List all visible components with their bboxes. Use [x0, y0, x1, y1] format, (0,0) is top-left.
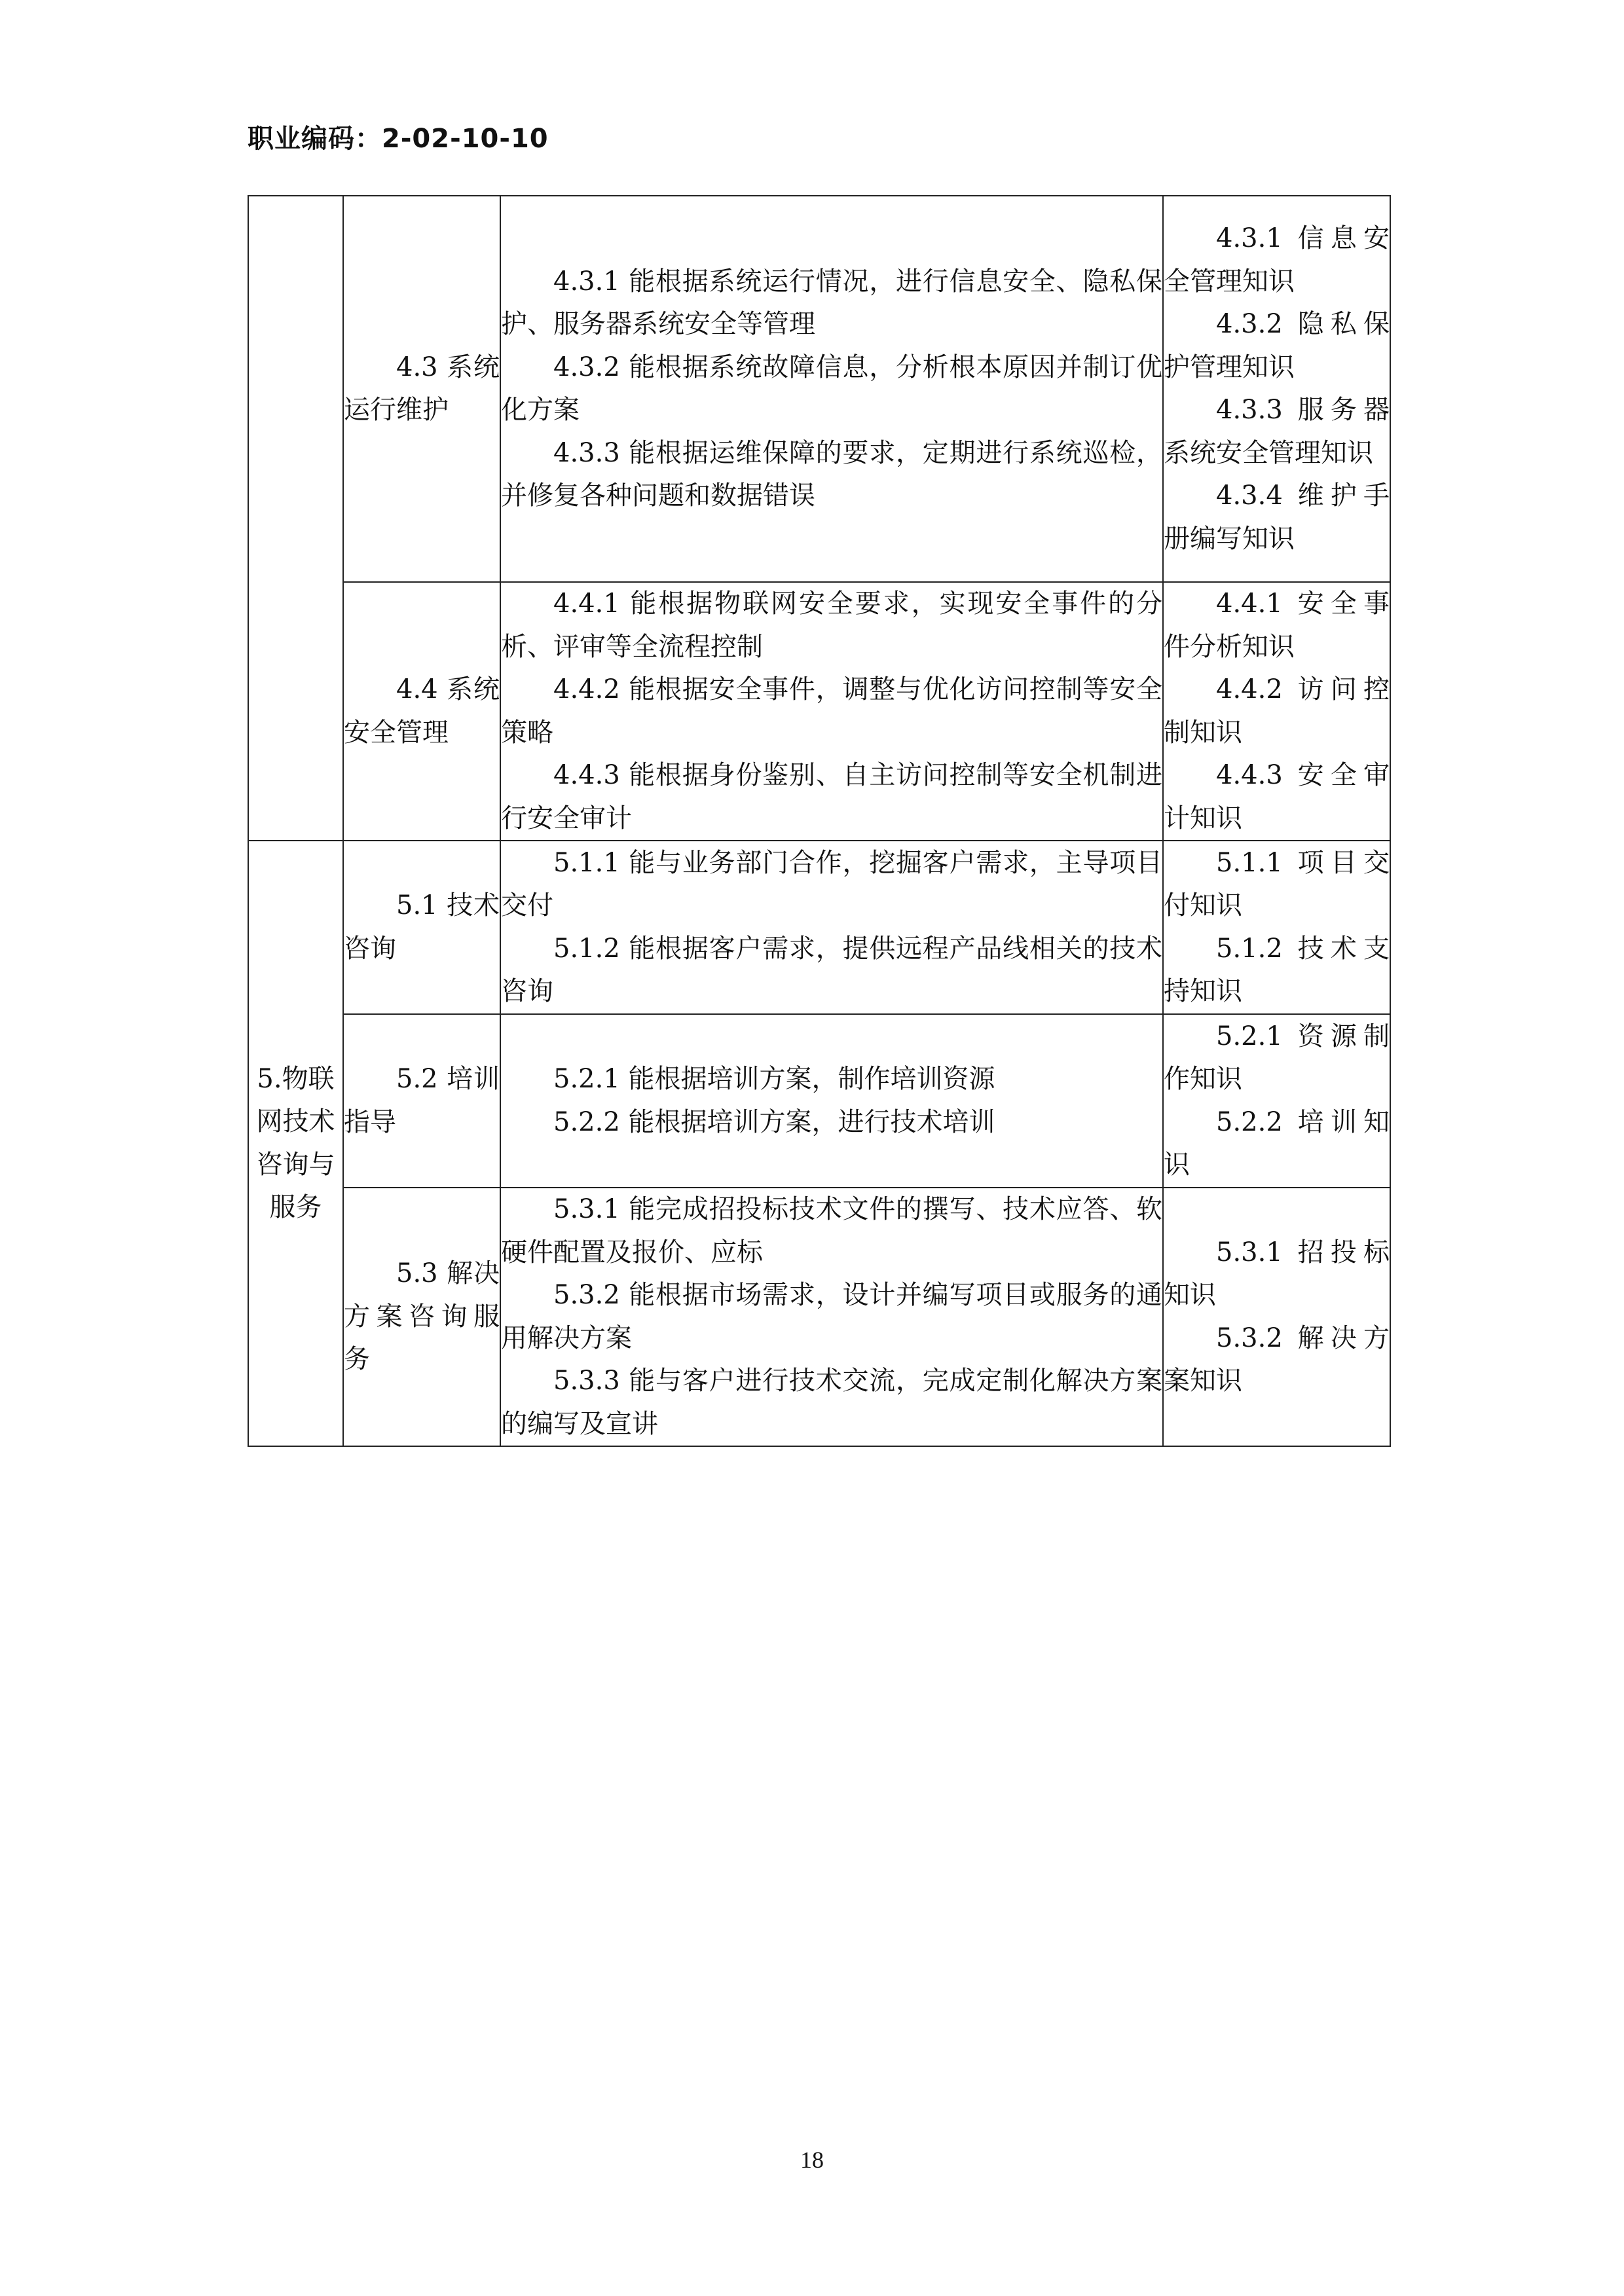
domain-cell: 5.物联网技术咨询与服务: [248, 841, 343, 1446]
unit-cell: 5.2 培训指导: [343, 1014, 500, 1188]
skill-item: 4.4.3 能根据身份鉴别、自主访问控制等安全机制进行安全审计: [501, 760, 1162, 833]
knowledge-item: 5.3.1 招投标知识: [1164, 1237, 1390, 1310]
table-row: [248, 1188, 1390, 1446]
skill-item: 5.2.2 能根据培训方案，进行技术培训: [553, 1106, 995, 1137]
knowledge-item: 4.4.3 安全审计知识: [1164, 760, 1390, 833]
skill-item: 5.3.3 能与客户进行技术交流，完成定制化解决方案的编写及宣讲: [501, 1366, 1162, 1439]
skill-item: 5.3.2 能根据市场需求，设计并编写项目或服务的通用解决方案: [501, 1280, 1162, 1353]
domain-cell-continued: [248, 196, 343, 841]
skill-item: 4.3.3 能根据运维保障的要求，定期进行系统巡检，并修复各种问题和数据错误: [501, 437, 1162, 511]
unit-cell: 5.3 解决方案咨询服务: [343, 1188, 500, 1446]
occupation-code-header: 职业编码：2-02-10-10: [248, 124, 549, 154]
skills-cell: [500, 582, 1163, 841]
unit-cell: 4.3 系统运行维护: [343, 196, 500, 582]
skill-item: 4.3.2 能根据系统故障信息，分析根本原因并制订优化方案: [501, 352, 1162, 425]
table-row: [248, 582, 1390, 841]
knowledge-item: 5.1.1 项目交付知识: [1164, 847, 1390, 920]
knowledge-item: 5.2.1 资源制作知识: [1164, 1021, 1390, 1094]
knowledge-item: 5.3.2 解决方案知识: [1164, 1322, 1390, 1396]
skills-cell: [500, 841, 1163, 1014]
knowledge-item: 4.3.1 信息安全管理知识: [1164, 223, 1390, 297]
knowledge-cell: [1163, 841, 1390, 1014]
skill-item: 5.1.2 能根据客户需求，提供远程产品线相关的技术咨询: [501, 933, 1162, 1006]
knowledge-item: 4.4.2 访问控制知识: [1164, 674, 1390, 748]
skills-cell: [500, 1188, 1163, 1446]
knowledge-cell: [1163, 1014, 1390, 1188]
knowledge-cell: [1163, 1188, 1390, 1446]
knowledge-item: 4.3.2 隐私保护管理知识: [1164, 309, 1390, 382]
skill-item: 5.1.1 能与业务部门合作，挖掘客户需求，主导项目交付: [501, 847, 1162, 920]
skill-item: 5.3.1 能完成招投标技术文件的撰写、技术应答、软硬件配置及报价、应标: [501, 1194, 1162, 1267]
table-row: [248, 1014, 1390, 1188]
knowledge-item: 5.2.2 培训知识: [1164, 1106, 1390, 1180]
knowledge-item: 4.3.3 服务器系统安全管理知识: [1164, 395, 1390, 468]
skill-item: 4.4.2 能根据安全事件，调整与优化访问控制等安全策略: [501, 674, 1162, 748]
table-row: [248, 841, 1390, 1014]
knowledge-item: 4.4.1 安全事件分析知识: [1164, 589, 1390, 662]
knowledge-cell: [1163, 582, 1390, 841]
knowledge-item: 4.3.4 维护手册编写知识: [1164, 481, 1390, 554]
skills-cell: [500, 1014, 1163, 1188]
table-row: [248, 196, 1390, 582]
skill-item: 4.3.1 能根据系统运行情况，进行信息安全、隐私保护、服务器系统安全等管理: [501, 266, 1162, 339]
knowledge-cell: [1163, 196, 1390, 582]
page-number: 18: [800, 2147, 824, 2173]
unit-cell: 5.1 技术咨询: [343, 841, 500, 1014]
skills-requirements-table: [248, 195, 1391, 1447]
skill-item: 4.4.1 能根据物联网安全要求，实现安全事件的分析、评审等全流程控制: [501, 589, 1162, 662]
skill-item: 5.2.1 能根据培训方案，制作培训资源: [553, 1064, 995, 1094]
knowledge-item: 5.1.2 技术支持知识: [1164, 933, 1390, 1006]
unit-cell: 4.4 系统安全管理: [343, 582, 500, 841]
skills-cell: [500, 196, 1163, 582]
